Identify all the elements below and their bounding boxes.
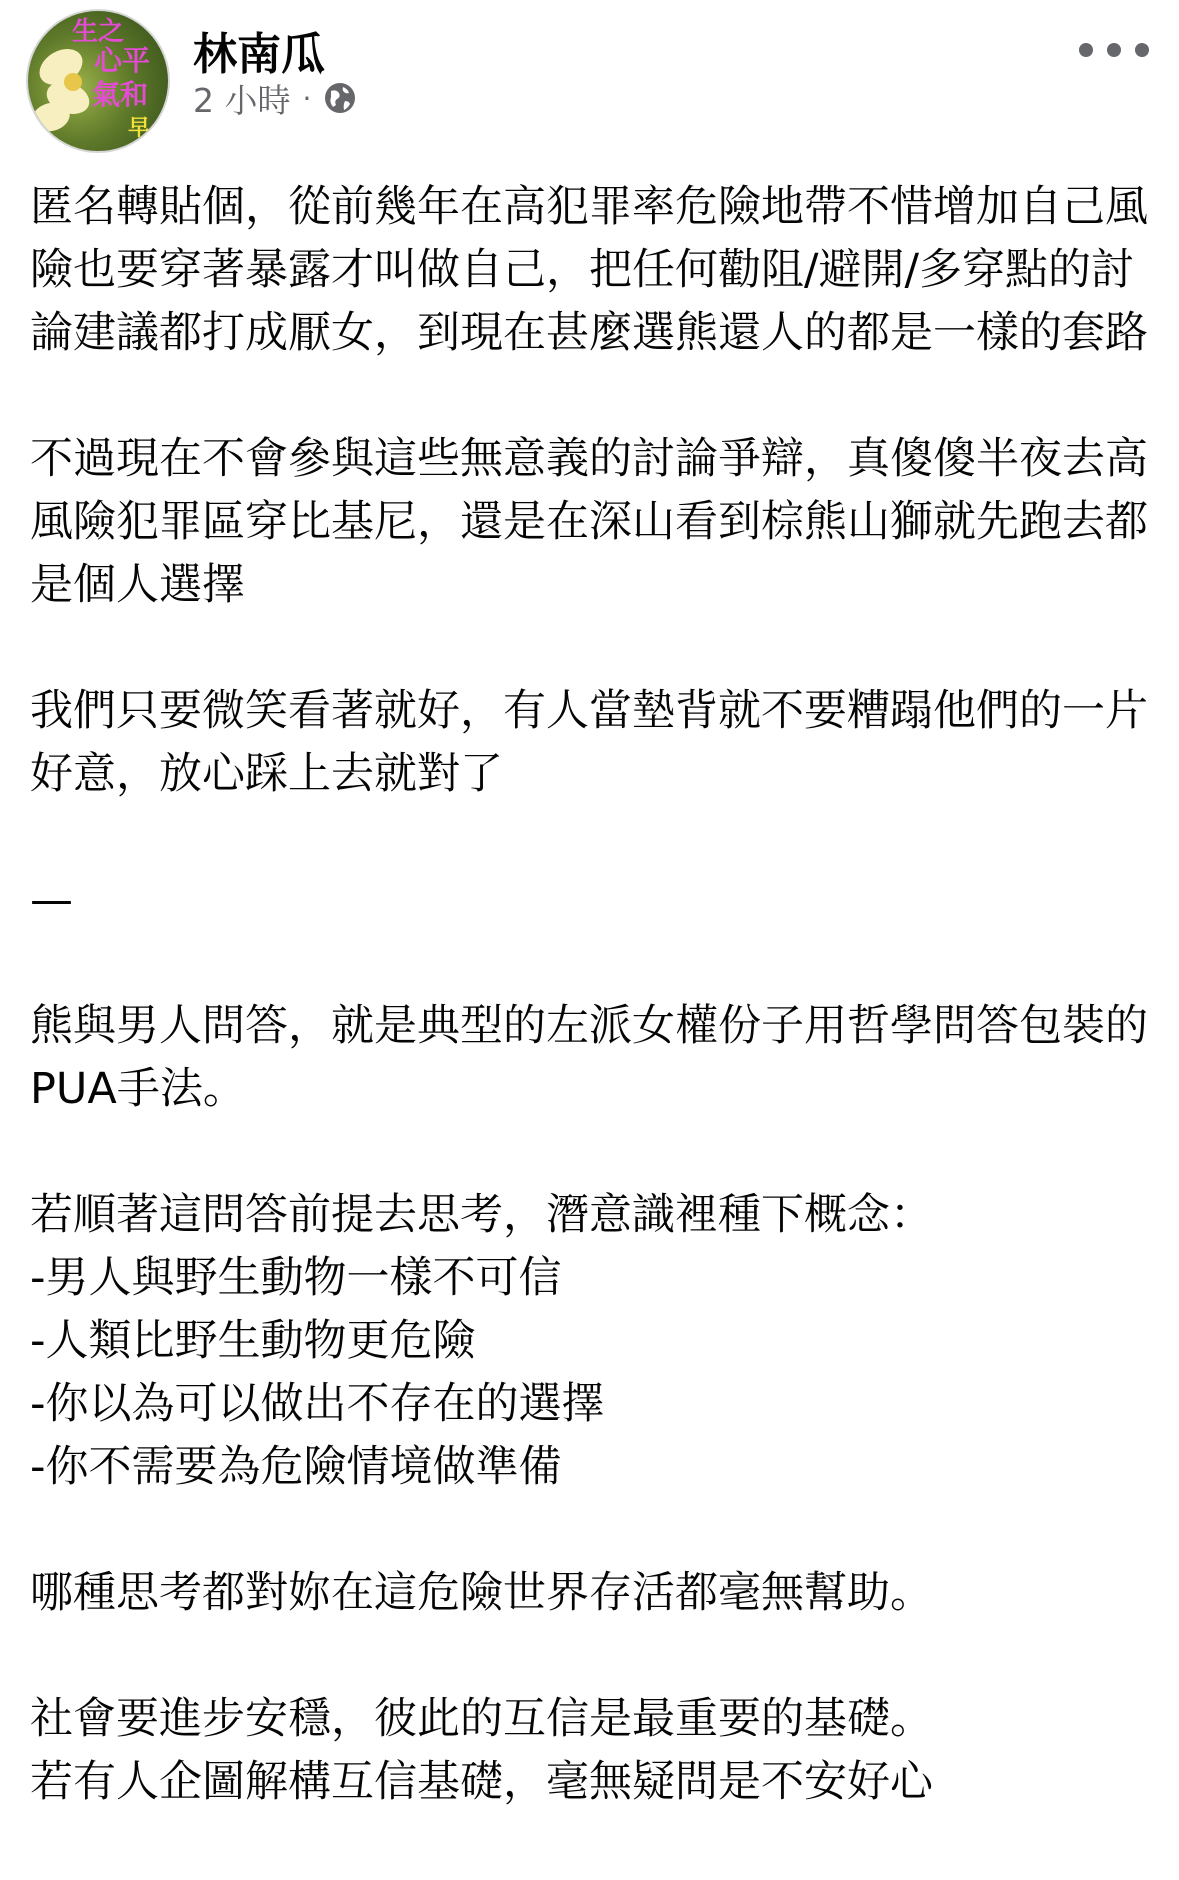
meta-separator: · (302, 81, 312, 115)
post-paragraph: 社會要進步安穩，彼此的互信是最重要的基礎。 若有人企圖解構互信基礎，毫無疑問是不安好心 (30, 1694, 933, 1807)
globe-icon (323, 81, 357, 115)
avatar-text: 生之 (72, 17, 125, 47)
post-meta (193, 78, 357, 118)
more-options-button[interactable] (1079, 30, 1149, 70)
more-icon-dot (1135, 43, 1149, 57)
post-paragraph: 哪種思考都對妳在這危險世界存活都毫無幫助。 (30, 1568, 933, 1618)
post-header (0, 0, 1179, 160)
post-timestamp[interactable]: 2 小時 (193, 80, 291, 120)
post-body (30, 176, 1160, 1877)
post-divider: — (30, 875, 73, 925)
author-name[interactable]: 林南瓜 (193, 29, 325, 80)
avatar-flower-center (64, 73, 82, 91)
avatar[interactable] (26, 9, 170, 153)
avatar-text: 氣和 (92, 78, 149, 111)
post-paragraph: 不過現在不會參與這些無意義的討論爭辯，真傻傻半夜去高風險犯罪區穿比基尼，還是在深山看到棕熊山獅就先跑去都是個人選擇 (30, 434, 1148, 610)
more-icon-dot (1107, 43, 1121, 57)
avatar-text: 心平 (94, 44, 151, 77)
post-paragraph: 熊與男人問答，就是典型的左派女權份子用哲學問答包裝的PUA手法。 (30, 1001, 1148, 1114)
post-paragraph: 我們只要微笑看著就好，有人當墊背就不要糟蹋他們的一片好意，放心踩上去就對了 (30, 686, 1148, 799)
post-paragraph: 匿名轉貼個，從前幾年在高犯罪率危險地帶不惜增加自己風險也要穿著暴露才叫做自己，把任何勸阻/避開/多穿點的討論建議都打成厭女，到現在甚麼選熊還人的都是一樣的套路 (30, 182, 1148, 358)
post-paragraph: 若順著這問答前提去思考，潛意識裡種下概念： -男人與野生動物一樣不可信 -人類比野生動物更危險 -你以為可以做出不存在的選擇 -你不需要為危險情境做準備 (30, 1190, 933, 1492)
more-icon-dot (1079, 43, 1093, 57)
avatar-text: 早 (128, 115, 151, 141)
